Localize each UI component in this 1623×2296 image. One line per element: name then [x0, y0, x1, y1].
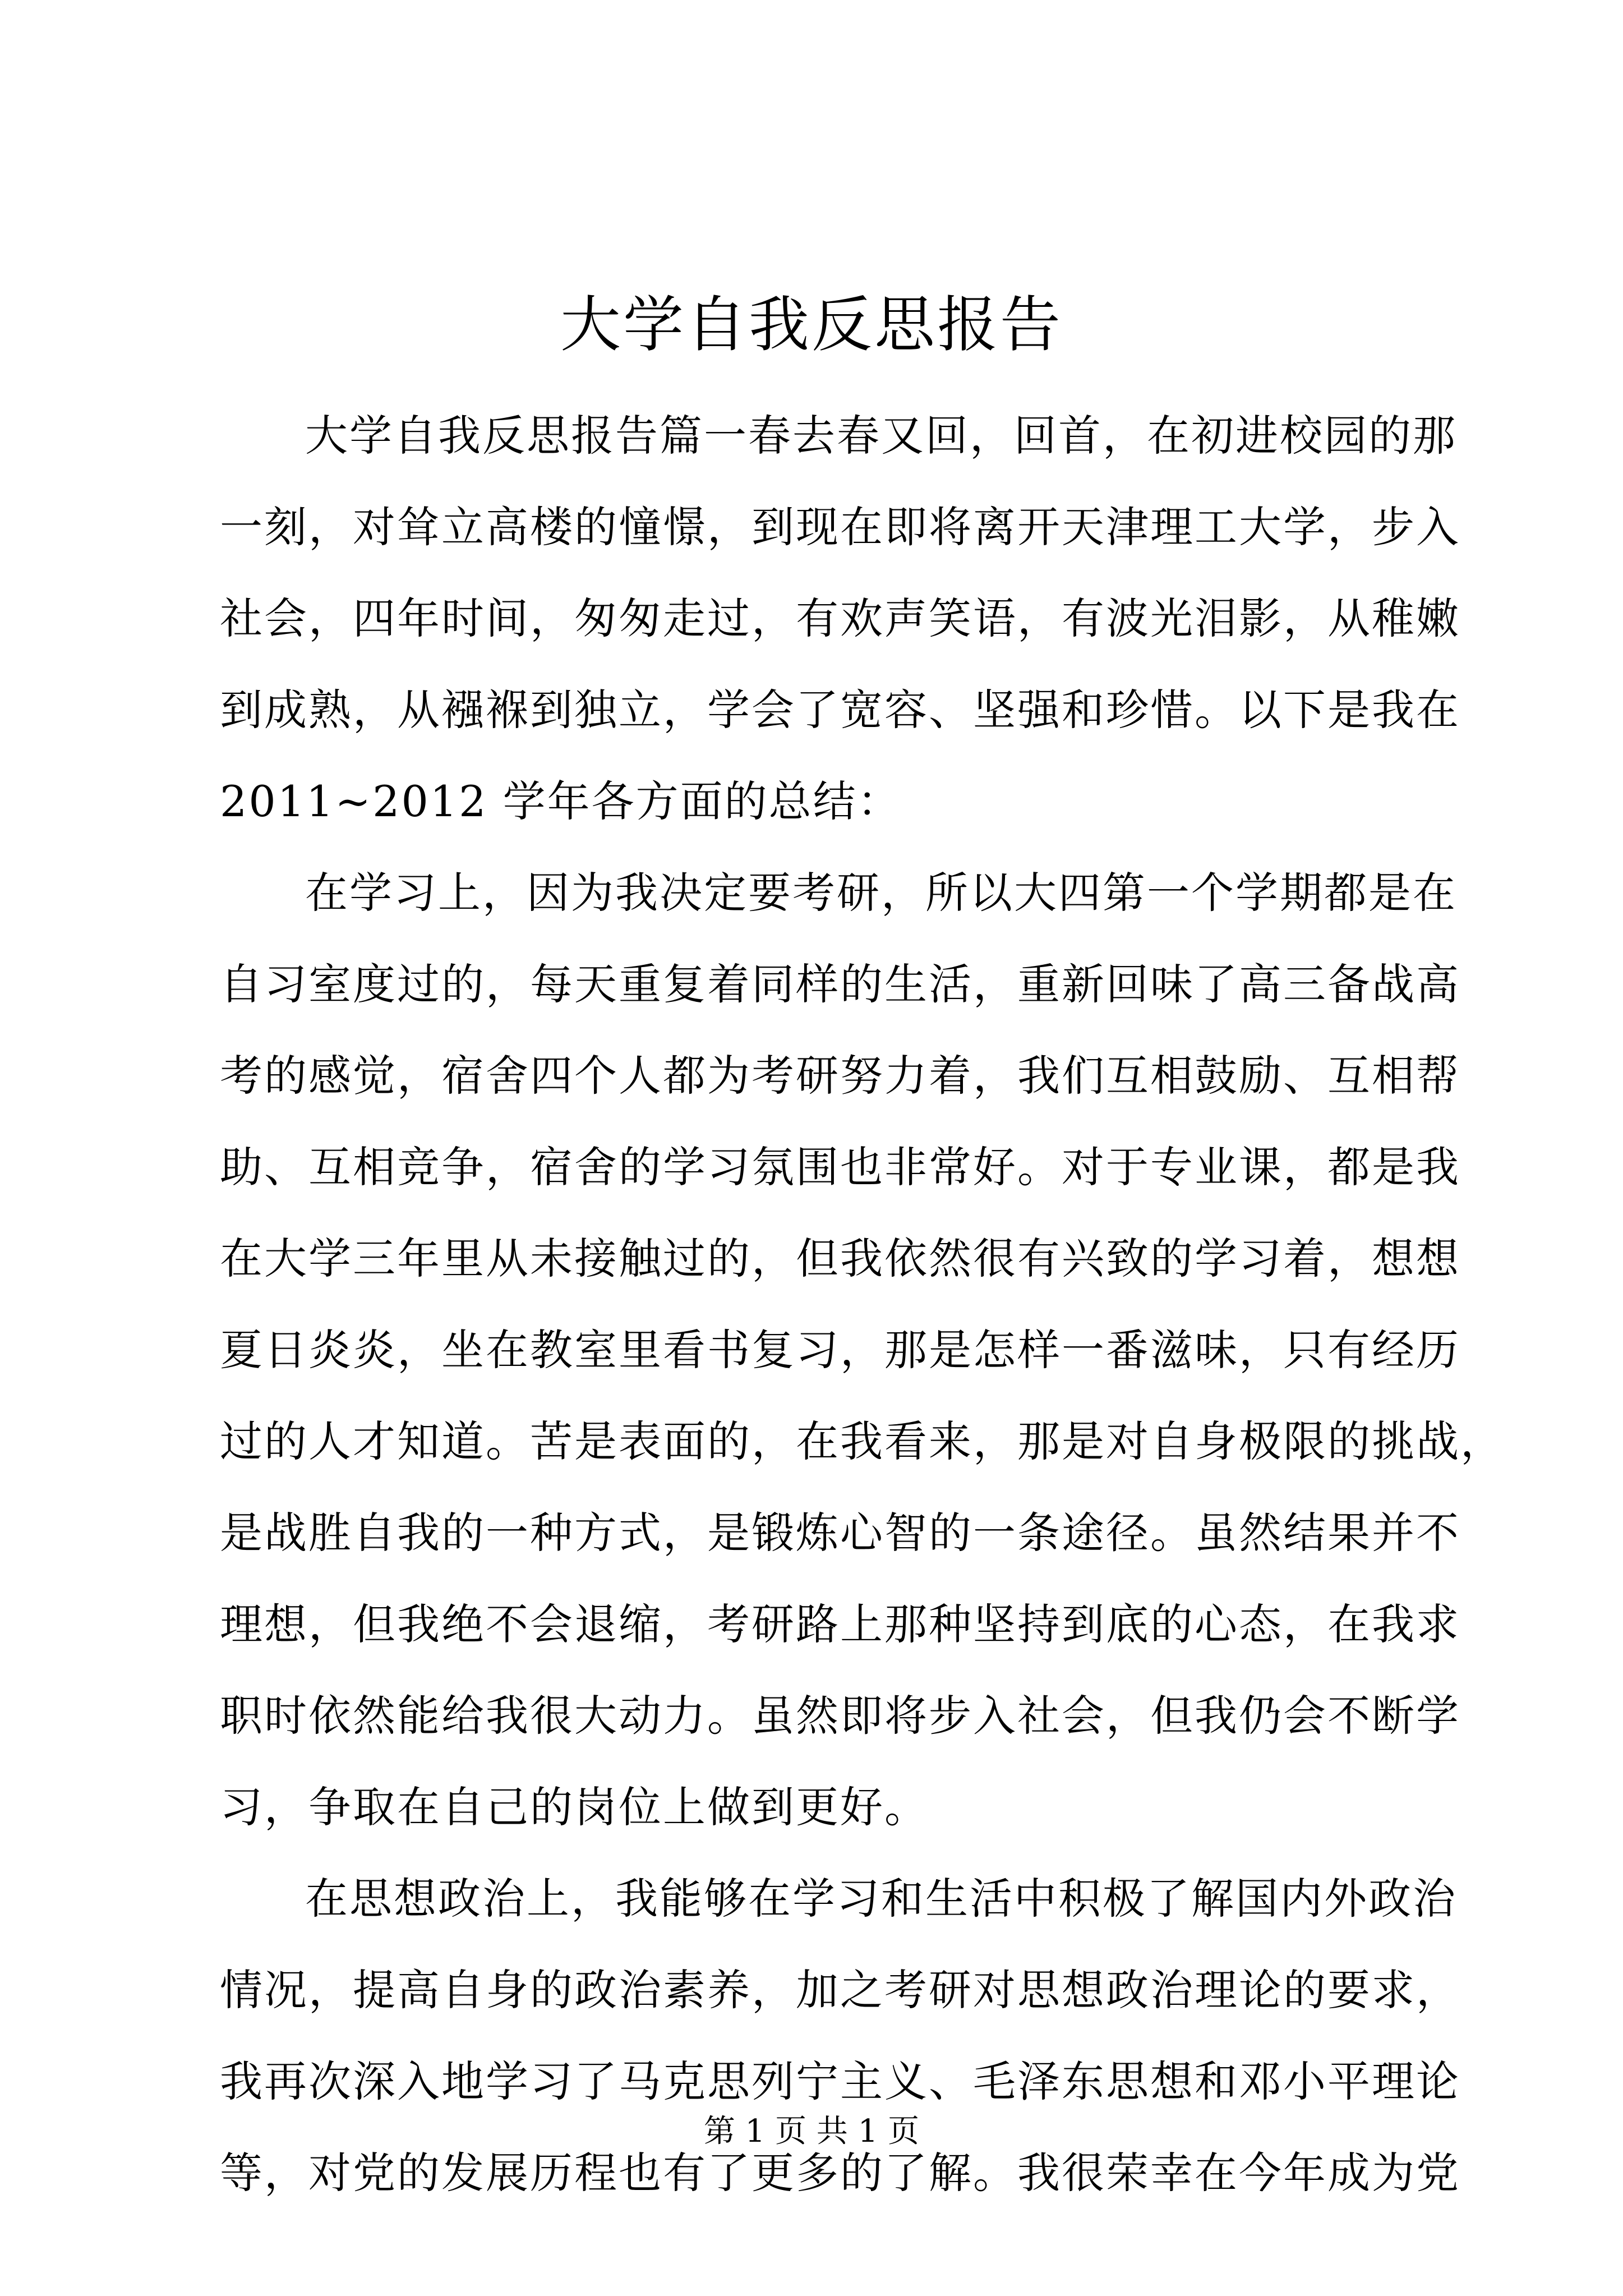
body-line: 我再次深入地学习了马克思列宁主义、毛泽东思想和邓小平理论 [220, 2056, 1460, 2106]
document-body [220, 390, 1505, 2219]
body-line: 自习室度过的，每天重复着同样的生活，重新回味了高三备战高 [220, 959, 1460, 1009]
body-line: 助、互相竞争，宿舍的学习氛围也非常好。对于专业课，都是我 [220, 1142, 1460, 1192]
body-line: 职时依然能给我很大动力。虽然即将步入社会，但我仍会不断学 [220, 1691, 1460, 1741]
page-footer: 第 1 页 共 1 页 [703, 2113, 920, 2150]
body-line: 社会，四年时间，匆匆走过，有欢声笑语，有波光泪影，从稚嫩 [220, 593, 1460, 643]
body-line: 考的感觉，宿舍四个人都为考研努力着，我们互相鼓励、互相帮 [220, 1051, 1460, 1101]
body-line: 过的人才知道。苦是表面的，在我看来，那是对自身极限的挑战， [220, 1416, 1505, 1466]
body-line: 到成熟，从襁褓到独立，学会了宽容、坚强和珍惜。以下是我在 [220, 685, 1460, 735]
body-line: 在学习上，因为我决定要考研，所以大四第一个学期都是在 [305, 868, 1457, 918]
body-line: 在大学三年里从未接触过的，但我依然很有兴致的学习着，想想 [220, 1234, 1460, 1283]
body-line: 大学自我反思报告篇一春去春又回，回首，在初进校园的那 [305, 411, 1457, 461]
body-line: 一刻，对耸立高楼的憧憬，到现在即将离开天津理工大学，步入 [220, 502, 1460, 552]
body-line: 等，对党的发展历程也有了更多的了解。我很荣幸在今年成为党 [220, 2148, 1460, 2198]
body-line: 是战胜自我的一种方式，是锻炼心智的一条途径。虽然结果并不 [220, 1508, 1460, 1558]
document-title: 大学自我反思报告 [560, 290, 1063, 360]
body-line: 理想，但我绝不会退缩，考研路上那种坚持到底的心态，在我求 [220, 1599, 1460, 1649]
body-line: 2011~2012 学年各方面的总结： [220, 776, 902, 826]
body-line: 情况，提高自身的政治素养，加之考研对思想政治理论的要求， [220, 1965, 1460, 2015]
body-line: 夏日炎炎，坐在教室里看书复习，那是怎样一番滋味，只有经历 [220, 1325, 1460, 1375]
body-line: 在思想政治上，我能够在学习和生活中积极了解国内外政治 [305, 1874, 1457, 1924]
body-line: 习，争取在自己的岗位上做到更好。 [220, 1782, 929, 1832]
